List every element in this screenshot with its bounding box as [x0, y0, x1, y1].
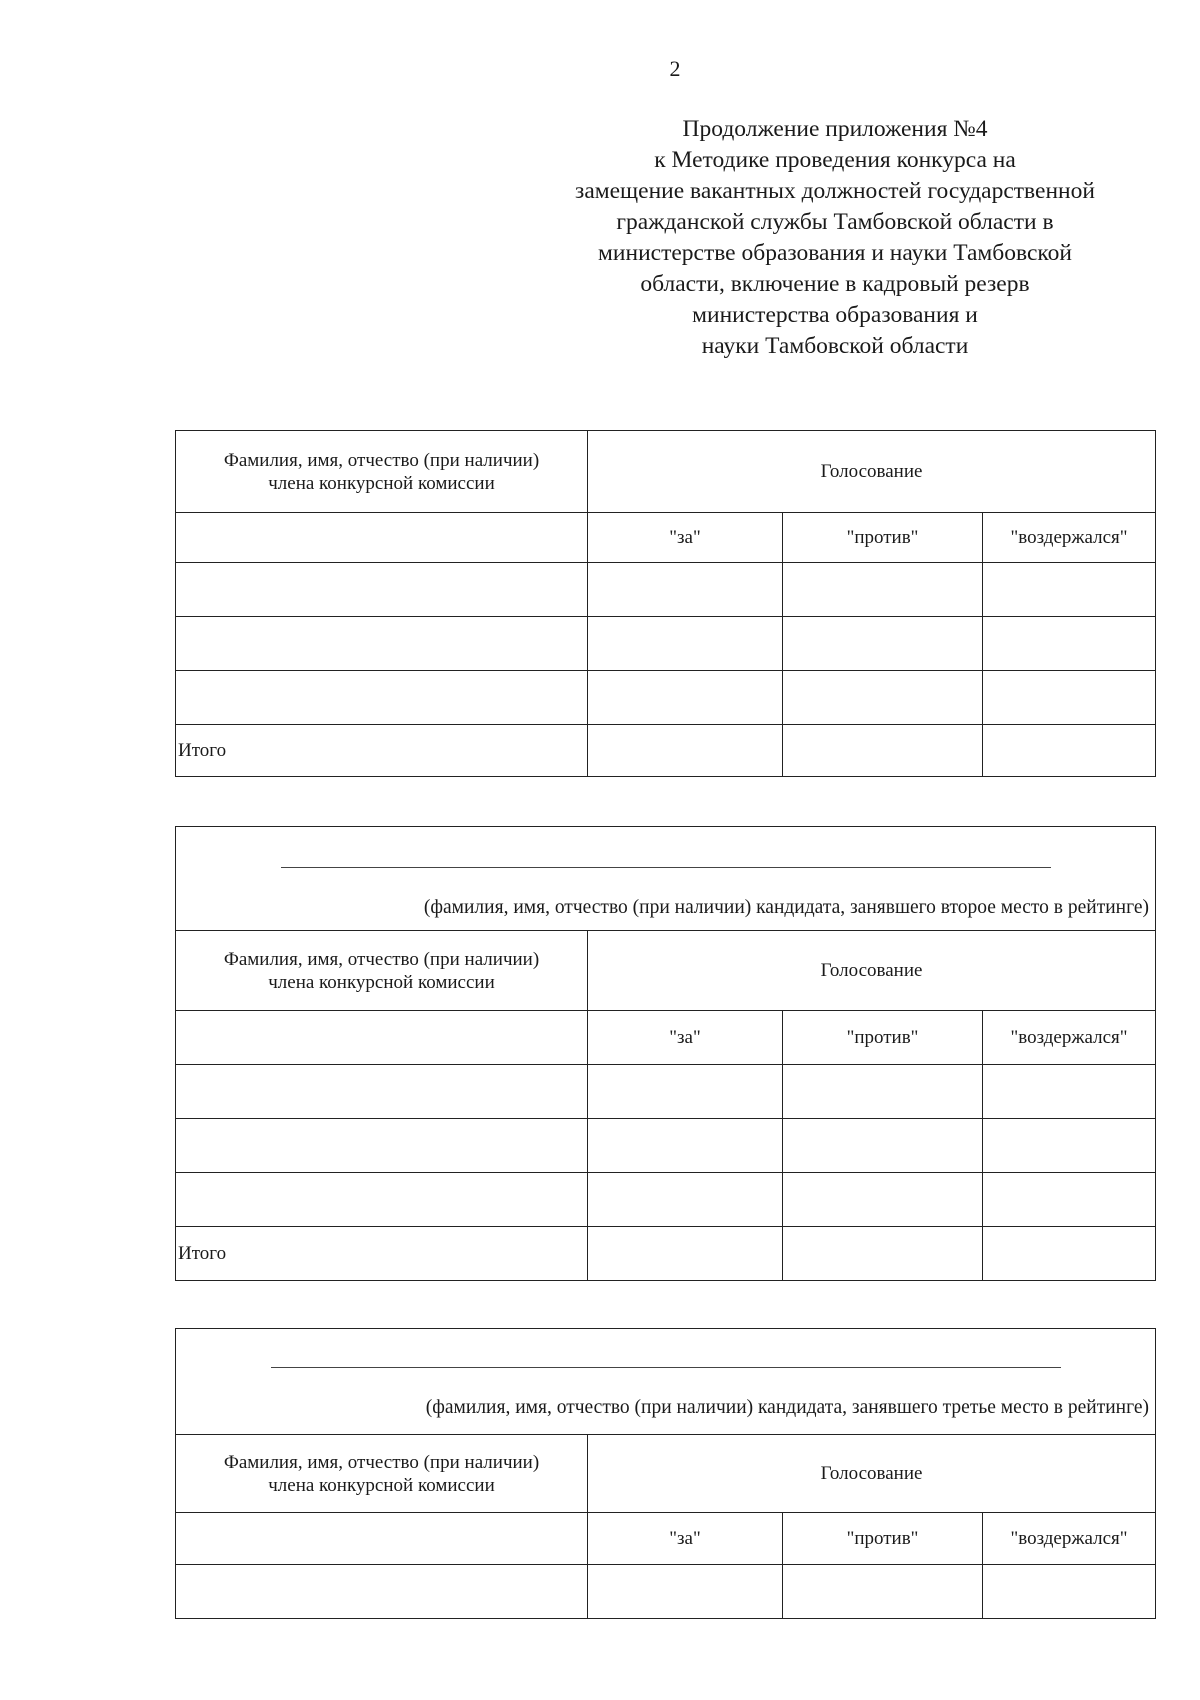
voting-table-first	[175, 430, 1156, 777]
heading-line: Продолжение приложения №4	[682, 116, 988, 142]
abstain-cell	[983, 1065, 1156, 1119]
voting-table-third	[175, 1328, 1156, 1619]
member-cell	[176, 563, 588, 617]
option-against: "против"	[783, 513, 983, 563]
table-header-row	[176, 431, 1156, 513]
for-cell	[588, 563, 783, 617]
against-cell	[783, 671, 983, 725]
for-cell	[588, 725, 783, 777]
for-cell	[588, 1227, 783, 1281]
option-abstain: "воздержался"	[983, 1513, 1156, 1565]
abstain-cell	[983, 725, 1156, 777]
vote-options-row	[176, 1513, 1156, 1565]
table-header-row	[176, 1435, 1156, 1513]
candidate-name-line	[281, 867, 1051, 868]
for-cell	[588, 1119, 783, 1173]
candidate-name-line	[271, 1367, 1061, 1368]
member-column-header	[176, 1435, 588, 1513]
against-cell	[783, 725, 983, 777]
heading-line: к Методике проведения конкурса на	[654, 147, 1016, 173]
against-cell	[783, 1227, 983, 1281]
for-cell	[588, 1173, 783, 1227]
against-cell	[783, 1065, 983, 1119]
voting-header: Голосование	[588, 931, 1156, 1011]
appendix-heading	[510, 114, 1160, 362]
member-header-line: Фамилия, имя, отчество (при наличии)	[223, 449, 540, 471]
option-abstain: "воздержался"	[983, 513, 1156, 563]
abstain-cell	[983, 563, 1156, 617]
page-number: 2	[669, 56, 681, 81]
vote-options-row	[176, 513, 1156, 563]
against-cell	[783, 617, 983, 671]
option-for: "за"	[588, 513, 783, 563]
candidate-caption: (фамилия, имя, отчество (при наличии) кандидата, занявшего третье место в рейтинге)	[425, 1397, 1149, 1418]
empty-cell	[176, 513, 588, 563]
candidate-row	[176, 1329, 1156, 1435]
against-cell	[783, 1173, 983, 1227]
option-for: "за"	[588, 1513, 783, 1565]
member-cell	[176, 1173, 588, 1227]
member-column-header	[176, 431, 588, 513]
heading-line: области, включение в кадровый резерв	[640, 271, 1030, 297]
member-cell	[176, 617, 588, 671]
voting-table-second	[175, 826, 1156, 1281]
table-row	[176, 563, 1156, 617]
candidate-caption: (фамилия, имя, отчество (при наличии) кандидата, занявшего второе место в рейтинге)	[423, 897, 1149, 918]
against-cell	[783, 1565, 983, 1619]
vote-options-row	[176, 1011, 1156, 1065]
table-row	[176, 1565, 1156, 1619]
voting-header: Голосование	[588, 1435, 1156, 1513]
heading-line: науки Тамбовской области	[701, 333, 969, 359]
empty-cell	[176, 1513, 588, 1565]
member-cell	[176, 1119, 588, 1173]
table-row	[176, 671, 1156, 725]
option-against: "против"	[783, 1011, 983, 1065]
option-for: "за"	[588, 1011, 783, 1065]
for-cell	[588, 1565, 783, 1619]
table-header-row	[176, 931, 1156, 1011]
for-cell	[588, 671, 783, 725]
abstain-cell	[983, 1565, 1156, 1619]
abstain-cell	[983, 617, 1156, 671]
member-header-line: члена конкурсной комиссии	[268, 1474, 495, 1496]
voting-header: Голосование	[588, 431, 1156, 513]
abstain-cell	[983, 1173, 1156, 1227]
total-row	[176, 725, 1156, 777]
member-header-line: члена конкурсной комиссии	[268, 472, 495, 494]
total-label: Итого	[176, 1227, 588, 1281]
total-row	[176, 1227, 1156, 1281]
abstain-cell	[983, 1119, 1156, 1173]
empty-cell	[176, 1011, 588, 1065]
member-column-header	[176, 931, 588, 1011]
table-row	[176, 1173, 1156, 1227]
option-against: "против"	[783, 1513, 983, 1565]
member-header-line: Фамилия, имя, отчество (при наличии)	[223, 1451, 540, 1473]
table-row	[176, 1119, 1156, 1173]
against-cell	[783, 563, 983, 617]
table-row	[176, 1065, 1156, 1119]
for-cell	[588, 617, 783, 671]
heading-line: министерстве образования и науки Тамбовской	[598, 240, 1072, 266]
heading-line: гражданской службы Тамбовской области в	[616, 209, 1054, 235]
abstain-cell	[983, 1227, 1156, 1281]
member-cell	[176, 671, 588, 725]
option-abstain: "воздержался"	[983, 1011, 1156, 1065]
candidate-name-cell	[176, 1329, 1156, 1435]
against-cell	[783, 1119, 983, 1173]
heading-line: замещение вакантных должностей государственной	[575, 178, 1095, 204]
member-header-line: члена конкурсной комиссии	[268, 971, 495, 993]
member-header-line: Фамилия, имя, отчество (при наличии)	[223, 948, 540, 970]
abstain-cell	[983, 671, 1156, 725]
for-cell	[588, 1065, 783, 1119]
total-label: Итого	[176, 725, 588, 777]
candidate-row	[176, 827, 1156, 931]
member-cell	[176, 1065, 588, 1119]
table-row	[176, 617, 1156, 671]
member-cell	[176, 1565, 588, 1619]
candidate-name-cell	[176, 827, 1156, 931]
heading-line: министерства образования и	[692, 302, 978, 328]
